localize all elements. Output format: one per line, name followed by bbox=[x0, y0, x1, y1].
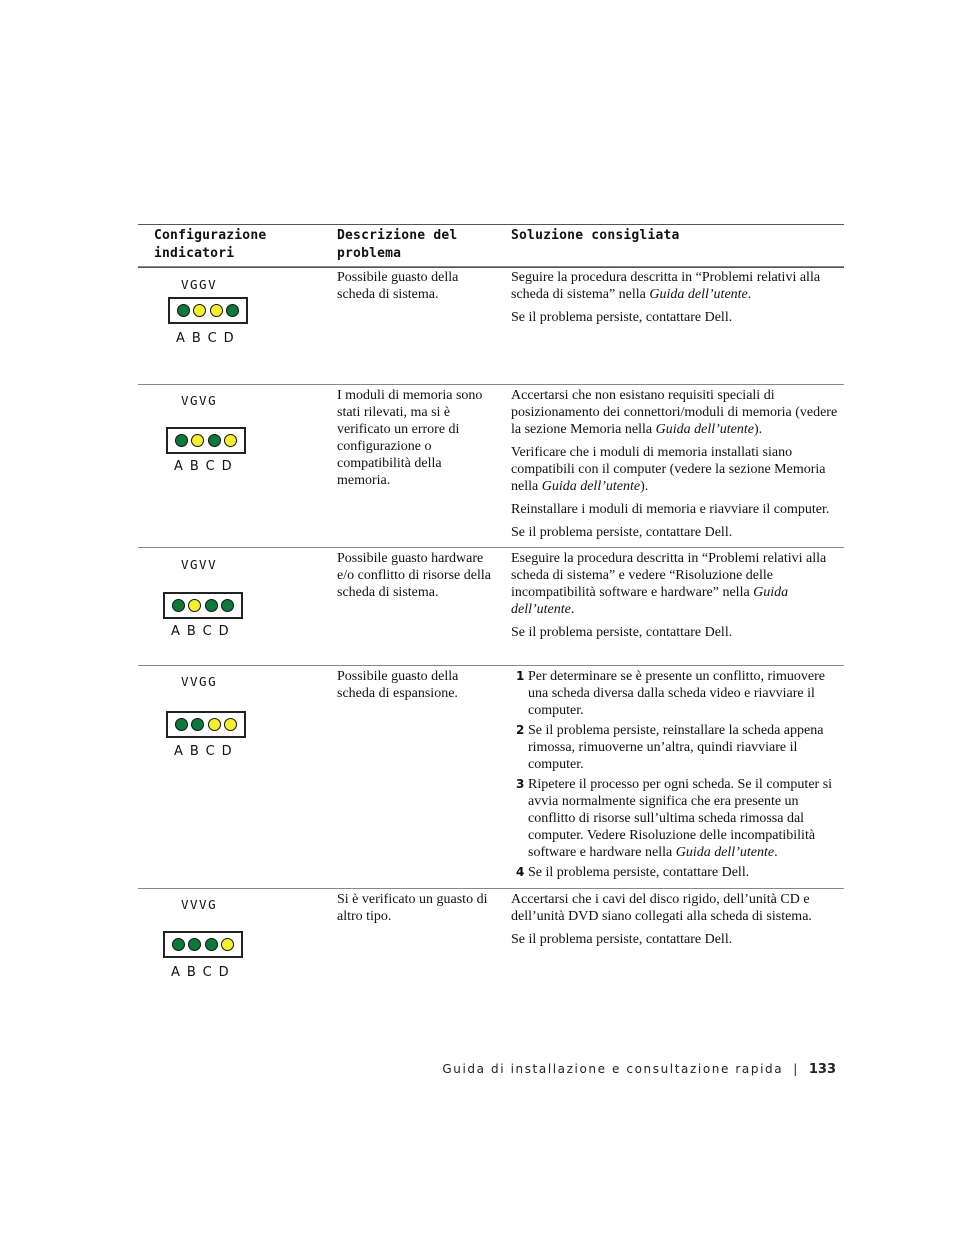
solution-text: Se il problema persiste, reinstallare la scheda appena rimossa, rimuoverne un’altra, quindi riavviare il computer. bbox=[528, 723, 824, 772]
diagnostic-light-green bbox=[172, 599, 185, 612]
problem-description: Possibile guasto hardware e/o conflitto di risorse della scheda di sistema. bbox=[337, 551, 491, 600]
solution-text: Eseguire la procedura descritta in “Problemi relativi alla scheda di sistema” e vedere “Risoluzione delle incompatibilità software e hardware” nella bbox=[511, 551, 827, 600]
recommended-solution bbox=[511, 387, 844, 547]
diagnostic-light-yellow bbox=[224, 434, 237, 447]
diagnostic-light-green bbox=[221, 599, 234, 612]
solution-paragraph bbox=[511, 269, 844, 303]
solution-text-end: . bbox=[774, 845, 778, 860]
table-row bbox=[138, 266, 844, 385]
solution-paragraph bbox=[511, 931, 844, 948]
recommended-solution bbox=[511, 550, 844, 647]
indicator-code: VVVG bbox=[181, 897, 218, 912]
indicator-code: VGVV bbox=[181, 557, 218, 572]
diagnostic-light-yellow bbox=[208, 718, 221, 731]
diagnostic-light-green bbox=[205, 938, 218, 951]
guide-reference: Guida dell’utente bbox=[511, 585, 789, 617]
guide-reference: Guida dell’utente bbox=[649, 287, 748, 302]
solution-text: Se il problema persiste, contattare Dell. bbox=[511, 310, 733, 325]
light-letters: ABCD bbox=[171, 624, 236, 639]
diagnostic-light-yellow bbox=[224, 718, 237, 731]
header-problem-description: Descrizione del problema bbox=[337, 228, 458, 261]
solution-step bbox=[511, 722, 844, 773]
solution-paragraph bbox=[511, 624, 844, 641]
indicator-code: VVGG bbox=[181, 674, 218, 689]
page-number: 133 bbox=[808, 1062, 836, 1077]
header-recommended-solution: Soluzione consigliata bbox=[511, 228, 680, 243]
solution-paragraph bbox=[511, 501, 844, 518]
diagnostic-light-green bbox=[175, 434, 188, 447]
problem-description: Possibile guasto della scheda di sistema. bbox=[337, 270, 459, 302]
solution-steps bbox=[511, 668, 844, 881]
diagnostic-light-green bbox=[205, 599, 218, 612]
diagnostic-light-green bbox=[226, 304, 239, 317]
solution-paragraph bbox=[511, 524, 844, 541]
solution-paragraph bbox=[511, 891, 844, 925]
guide-reference: Guida dell’utente bbox=[541, 479, 641, 494]
diagnostic-lights-panel bbox=[163, 592, 243, 619]
step-number: 3 bbox=[516, 777, 525, 791]
guide-reference: Guida dell’utente bbox=[655, 422, 754, 437]
solution-text-end: ). bbox=[753, 422, 763, 437]
solution-text: Se il problema persiste, contattare Dell. bbox=[511, 625, 733, 640]
diagnostic-light-green bbox=[172, 938, 185, 951]
solution-text: Se il problema persiste, contattare Dell. bbox=[511, 932, 733, 947]
table-row bbox=[138, 384, 844, 548]
solution-text-end: . bbox=[570, 602, 575, 617]
problem-description: Possibile guasto della scheda di espansione. bbox=[337, 669, 459, 701]
diagnostic-light-yellow bbox=[188, 599, 201, 612]
solution-step bbox=[511, 864, 844, 881]
solution-paragraph bbox=[511, 550, 844, 618]
recommended-solution bbox=[511, 668, 844, 884]
solution-text: Se il problema persiste, contattare Dell. bbox=[528, 865, 750, 880]
problem-description: I moduli di memoria sono stati rilevati, ma si è verificato un errore di configurazione o compatibilità della memoria. bbox=[337, 388, 483, 488]
diagnostic-light-yellow bbox=[210, 304, 223, 317]
solution-text: Accertarsi che i cavi del disco rigido, dell’unità CD e dell’unità DVD siano collegati alla scheda di sistema. bbox=[511, 892, 812, 924]
diagnostic-light-green bbox=[177, 304, 190, 317]
diagnostic-light-yellow bbox=[221, 938, 234, 951]
light-letters: ABCD bbox=[171, 965, 236, 980]
solution-text: Verificare che i moduli di memoria installati siano compatibili con il computer (vedere la sezione Memoria nella bbox=[511, 445, 826, 494]
table-row bbox=[138, 665, 844, 889]
light-letters: ABCD bbox=[174, 459, 239, 474]
footer-separator: | bbox=[793, 1062, 799, 1076]
header-indicator-config: Configurazione indicatori bbox=[154, 228, 267, 261]
diagnostic-lights-panel bbox=[168, 297, 248, 324]
step-number: 4 bbox=[516, 865, 525, 879]
solution-text: Accertarsi che non esistano requisiti speciali di posizionamento dei connettori/moduli di memoria (vedere la sezione Memoria nella bbox=[511, 388, 838, 437]
solution-text: Ripetere il processo per ogni scheda. Se il computer si avvia normalmente significa che era presente un conflitto di risorse sull’ultima scheda rimossa dal computer. Vedere Risoluzione delle incompatibilità software e hardware nella bbox=[528, 777, 833, 860]
diagnostic-lights-panel bbox=[166, 711, 246, 738]
diagnostic-light-yellow bbox=[191, 434, 204, 447]
solution-text: Per determinare se è presente un conflitto, rimuovere una scheda diversa dalla scheda video e riavviare il computer. bbox=[528, 669, 825, 718]
light-letters: ABCD bbox=[174, 744, 239, 759]
diagnostic-light-green bbox=[175, 718, 188, 731]
solution-paragraph bbox=[511, 309, 844, 326]
recommended-solution bbox=[511, 891, 844, 954]
solution-text-end: ). bbox=[640, 479, 649, 494]
diagnostic-light-green bbox=[191, 718, 204, 731]
solution-text-end: . bbox=[747, 287, 752, 302]
diagnostic-light-yellow bbox=[193, 304, 206, 317]
guide-reference: Guida dell’utente bbox=[675, 845, 775, 860]
solution-paragraph bbox=[511, 444, 844, 495]
diagnostic-lights-panel bbox=[166, 427, 246, 454]
diagnostic-lights-panel bbox=[163, 931, 243, 958]
page-footer bbox=[442, 1062, 836, 1077]
diagnostic-light-green bbox=[188, 938, 201, 951]
solution-step bbox=[511, 776, 844, 861]
problem-description: Si è verificato un guasto di altro tipo. bbox=[337, 892, 488, 924]
step-number: 1 bbox=[516, 669, 525, 683]
table-row bbox=[138, 547, 844, 666]
indicator-code: VGGV bbox=[181, 277, 218, 292]
light-letters: ABCD bbox=[176, 331, 241, 346]
solution-text: Reinstallare i moduli di memoria e riavviare il computer. bbox=[511, 502, 830, 517]
solution-text: Seguire la procedura descritta in “Problemi relativi alla scheda di sistema” nella bbox=[511, 270, 821, 302]
table-row bbox=[138, 888, 844, 1009]
solution-step bbox=[511, 668, 844, 719]
solution-paragraph bbox=[511, 387, 844, 438]
diagnostic-light-green bbox=[208, 434, 221, 447]
footer-title: Guida di installazione e consultazione rapida bbox=[442, 1062, 784, 1076]
solution-text: Se il problema persiste, contattare Dell. bbox=[511, 525, 733, 540]
indicator-code: VGVG bbox=[181, 393, 218, 408]
table-header bbox=[138, 224, 844, 268]
step-number: 2 bbox=[516, 723, 525, 737]
recommended-solution bbox=[511, 269, 844, 332]
